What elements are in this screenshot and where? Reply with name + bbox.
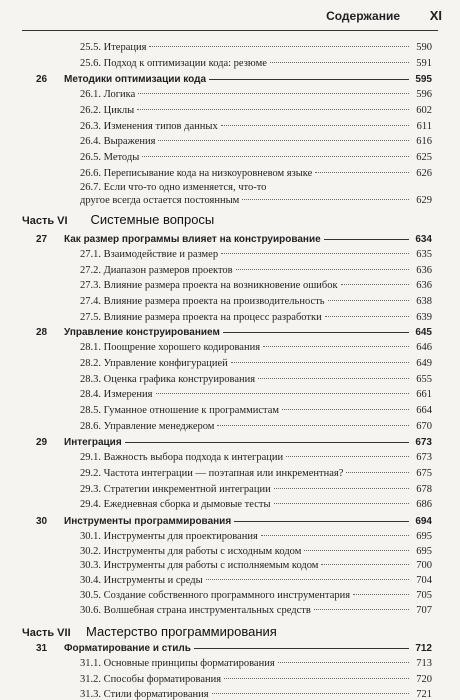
dot-leader xyxy=(206,579,409,580)
page-ref: 616 xyxy=(416,136,432,148)
dot-leader xyxy=(142,156,409,157)
page-ref: 664 xyxy=(416,405,432,416)
dot-leader xyxy=(137,109,409,110)
dot-leader xyxy=(321,564,409,565)
header-rule xyxy=(22,30,438,31)
dot-leader xyxy=(221,125,409,126)
page-ref: 694 xyxy=(415,515,432,527)
chapter-title: Управление конструированием xyxy=(64,327,220,339)
rule-leader xyxy=(209,79,409,80)
dot-leader xyxy=(158,140,409,141)
dot-leader xyxy=(258,378,409,379)
section-title: 26.6. Переписывание кода на низкоуровневом языке xyxy=(80,167,313,179)
page-ref: 721 xyxy=(416,689,432,700)
page-ref: 673 xyxy=(415,437,432,449)
part-heading-6 xyxy=(22,211,442,229)
page-ref: 720 xyxy=(416,673,432,685)
toc-section-26-2 xyxy=(80,105,432,116)
dot-leader xyxy=(261,535,409,536)
page-ref: 591 xyxy=(416,57,432,69)
chapter-number: 31 xyxy=(36,642,48,654)
section-title: 28.6. Управление менеджером xyxy=(80,420,215,432)
dot-leader xyxy=(149,46,409,47)
rule-leader xyxy=(125,442,409,443)
toc-section-28-1 xyxy=(80,342,432,353)
section-title: 27.3. Влияние размера проекта на возникновение ошибок xyxy=(80,280,338,292)
page-ref: 705 xyxy=(416,590,432,601)
section-title: 25.5. Итерация xyxy=(80,42,147,53)
section-title: 29.3. Стратегии инкрементной интеграции xyxy=(80,483,271,495)
dot-leader xyxy=(278,662,409,663)
toc-section-29-3 xyxy=(80,484,432,495)
rule-leader xyxy=(324,239,409,240)
dot-leader xyxy=(224,678,409,679)
section-title: 31.2. Способы форматирования xyxy=(80,673,222,685)
section-title: 26.4. Выражения xyxy=(80,136,156,148)
section-title-line2: другое всегда остается постоянным xyxy=(80,194,240,206)
dot-leader xyxy=(274,503,410,504)
page-ref: 675 xyxy=(416,467,432,479)
dot-leader xyxy=(270,62,409,63)
dot-leader xyxy=(286,456,409,457)
page-ref: 713 xyxy=(416,658,432,669)
section-title: 29.4. Ежедневная сборка и дымовые тесты xyxy=(80,499,271,511)
section-title: 25.6. Подход к оптимизации кода: резюме xyxy=(80,57,267,69)
toc-section-30-1 xyxy=(80,531,432,542)
part-label: Часть VI xyxy=(22,215,68,228)
toc-section-28-3 xyxy=(80,374,432,385)
page-ref: 649 xyxy=(416,357,432,369)
page-ref: 686 xyxy=(416,499,432,511)
section-title: 27.5. Влияние размера проекта на процесс разработки xyxy=(80,311,322,323)
toc-section-28-6 xyxy=(80,421,432,432)
dot-leader xyxy=(212,693,409,694)
section-title: 30.1. Инструменты для проектирования xyxy=(80,530,258,542)
toc-section-27-4 xyxy=(80,296,432,307)
section-title: 27.1. Взаимодействие и размер xyxy=(80,248,219,260)
toc-section-28-5 xyxy=(80,405,432,416)
section-title: 26.1. Логика xyxy=(80,89,136,101)
page-ref: 673 xyxy=(416,452,432,464)
chapter-title: Инструменты программирования xyxy=(64,515,232,527)
toc-section-26-4 xyxy=(80,136,432,147)
dot-leader xyxy=(341,284,409,285)
toc-section-26-1 xyxy=(80,89,432,100)
page-ref: 611 xyxy=(416,120,432,132)
chapter-title: Интеграция xyxy=(64,437,122,449)
section-title: 30.6. Волшебная страна инструментальных средств xyxy=(80,605,311,616)
section-title: 30.2. Инструменты для работы с исходным кодом xyxy=(80,545,302,557)
chapter-title: Как размер программы влияет на конструирование xyxy=(64,234,321,245)
page-ref: 629 xyxy=(416,194,432,206)
dot-leader xyxy=(217,425,409,426)
toc-chapter-29 xyxy=(64,437,432,448)
section-title: 28.5. Гуманное отношение к программистам xyxy=(80,405,280,416)
toc-section-30-5 xyxy=(80,590,432,601)
page-ref: 639 xyxy=(416,311,432,323)
page-ref: 635 xyxy=(416,248,432,260)
rule-leader xyxy=(194,648,409,649)
dot-leader xyxy=(325,316,409,317)
section-title: 28.3. Оценка графика конструирования xyxy=(80,373,256,385)
page-ref: 590 xyxy=(416,42,432,53)
page-ref: 596 xyxy=(416,89,432,101)
toc-section-27-1 xyxy=(80,249,432,260)
page-ref: 636 xyxy=(416,264,432,276)
toc-section-29-2 xyxy=(80,468,432,479)
toc-chapter-30 xyxy=(64,516,432,527)
chapter-number: 26 xyxy=(36,74,48,86)
page-ref: 655 xyxy=(416,373,432,385)
toc-section-26-5 xyxy=(80,152,432,163)
toc-section-30-4 xyxy=(80,575,432,586)
section-title: 27.4. Влияние размера проекта на производительность xyxy=(80,295,325,307)
toc-section-27-2 xyxy=(80,265,432,276)
toc-section-27-5 xyxy=(80,312,432,323)
dot-leader xyxy=(236,269,409,270)
chapter-number: 28 xyxy=(36,327,48,339)
section-title: 26.5. Методы xyxy=(80,151,140,163)
page-ref: 595 xyxy=(415,74,432,86)
rule-leader xyxy=(234,521,409,522)
toc-section-26-3 xyxy=(80,121,432,132)
toc-chapter-31 xyxy=(64,643,432,654)
section-title: 30.3. Инструменты для работы с исполняемым кодом xyxy=(80,560,319,572)
page-ref: 695 xyxy=(416,530,432,542)
section-title: 31.1. Основные принципы форматирования xyxy=(80,658,275,669)
section-title: 29.1. Важность выбора подхода к интеграции xyxy=(80,452,284,464)
header-title: Содержание xyxy=(326,9,400,23)
page-ref: 636 xyxy=(416,280,432,292)
section-title: 26.3. Изменения типов данных xyxy=(80,120,218,132)
part-heading-7 xyxy=(22,623,442,641)
section-title: 28.2. Управление конфигурацией xyxy=(80,357,228,369)
toc-section-26-6 xyxy=(80,168,432,179)
toc-section-28-4 xyxy=(80,389,432,400)
page-ref: 670 xyxy=(416,420,432,432)
section-title: 30.5. Создание собственного программного инструментария xyxy=(80,590,351,601)
section-title: 28.4. Измерения xyxy=(80,389,153,401)
dot-leader xyxy=(231,362,409,363)
dot-leader xyxy=(304,550,409,551)
toc-section-29-1 xyxy=(80,452,432,463)
page-ref: 625 xyxy=(416,151,432,163)
toc-section-30-6 xyxy=(80,605,432,616)
chapter-number: 27 xyxy=(36,234,48,245)
toc-chapter-28 xyxy=(64,327,432,338)
dot-leader xyxy=(328,300,410,301)
page-ref: 700 xyxy=(416,560,432,572)
part-title: Мастерство программирования xyxy=(86,623,277,639)
page-ref: 695 xyxy=(416,545,432,557)
dot-leader xyxy=(314,609,409,610)
page-ref: 712 xyxy=(415,642,432,654)
section-title: 31.3. Стили форматирования xyxy=(80,689,209,700)
toc-section-31-2 xyxy=(80,674,432,685)
page-ref: 661 xyxy=(416,389,432,401)
section-title: 28.1. Поощрение хорошего кодирования xyxy=(80,342,261,354)
page-ref: 704 xyxy=(416,575,432,587)
section-title: 30.4. Инструменты и среды xyxy=(80,575,203,587)
dot-leader xyxy=(138,93,409,94)
page-ref: 707 xyxy=(416,605,432,616)
toc-section-31-3 xyxy=(80,689,432,700)
page-ref: 602 xyxy=(416,104,432,116)
toc-section-26-7 xyxy=(80,181,432,207)
dot-leader xyxy=(263,346,409,347)
toc-section-28-2 xyxy=(80,358,432,369)
dot-leader xyxy=(315,172,409,173)
rule-leader xyxy=(223,332,409,333)
toc-section-29-4 xyxy=(80,499,432,510)
page-ref: 646 xyxy=(416,342,432,354)
page-ref: 634 xyxy=(415,234,432,245)
dot-leader xyxy=(353,594,409,595)
page-ref: 638 xyxy=(416,295,432,307)
running-header xyxy=(0,0,460,30)
section-title: 26.2. Циклы xyxy=(80,104,135,116)
section-title: 27.2. Диапазон размеров проектов xyxy=(80,264,233,276)
dot-leader xyxy=(221,253,409,254)
chapter-number: 30 xyxy=(36,515,48,527)
section-title-line1: 26.7. Если что-то одно изменяется, что-то xyxy=(80,181,267,193)
chapter-title: Форматирование и стиль xyxy=(64,642,191,654)
page-ref: 626 xyxy=(416,167,432,179)
toc-section-30-3 xyxy=(80,560,432,571)
toc-section-27-3 xyxy=(80,280,432,291)
page-ref: 678 xyxy=(416,483,432,495)
toc-section-31-1 xyxy=(80,658,432,669)
dot-leader xyxy=(242,199,409,200)
chapter-number: 29 xyxy=(36,437,48,449)
toc-section-25-5 xyxy=(80,42,432,53)
header-page-number: XI xyxy=(429,8,442,23)
dot-leader xyxy=(282,409,409,410)
toc-chapter-26 xyxy=(64,74,432,85)
page-ref: 645 xyxy=(415,327,432,339)
dot-leader xyxy=(156,393,410,394)
toc-chapter-27 xyxy=(64,234,432,245)
part-label: Часть VII xyxy=(22,626,71,639)
part-title: Системные вопросы xyxy=(90,212,215,228)
toc-section-25-6 xyxy=(80,58,432,69)
dot-leader xyxy=(346,472,409,473)
section-title: 29.2. Частота интеграции — поэтапная или инкрементная? xyxy=(80,467,344,479)
toc-section-30-2 xyxy=(80,546,432,557)
chapter-title: Методики оптимизации кода xyxy=(64,74,207,86)
dot-leader xyxy=(274,488,409,489)
